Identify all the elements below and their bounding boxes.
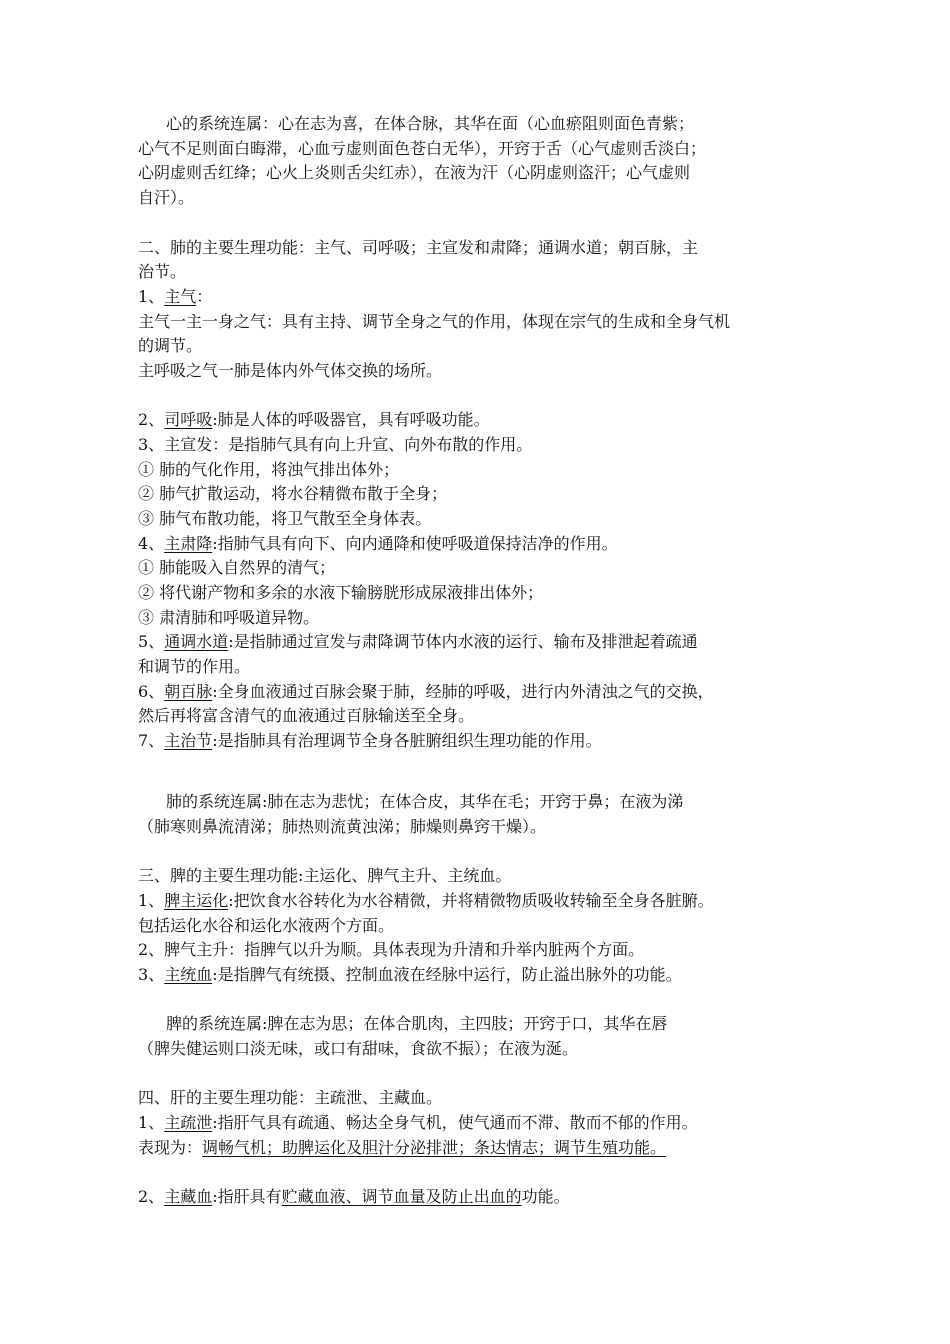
paragraph-line: 治节。	[138, 262, 187, 281]
item-term: 主治节	[164, 731, 213, 750]
list-item	[138, 1111, 828, 1136]
paragraph-line: 主气一主一身之气：具有主持、调节全身之气的作用，体现在宗气的生成和全身气机	[138, 312, 731, 331]
sub-item: ① 肺的气化作用，将浊气排出体外；	[138, 460, 400, 479]
sub-item: ② 将代谢产物和多余的水液下输膀胱形成尿液排出体外；	[138, 583, 544, 602]
paragraph-line: 主呼吸之气一肺是体内外气体交换的场所。	[138, 361, 443, 380]
item-text: :是指脾气有统摄、控制血液在经脉中运行，防止溢出脉外的功能。	[212, 965, 682, 984]
section-heading: 三、脾的主要生理功能:主运化、脾气主升、主统血。	[138, 866, 512, 885]
sub-item: ③ 肺气布散功能，将卫气散至全身体表。	[138, 509, 432, 528]
paragraph-line: 肺的系统连属:肺在志为悲忧；在体合皮，其华在毛；开窍于鼻；在液为涕	[166, 792, 684, 811]
item-text: :指肝具有	[212, 1187, 282, 1206]
sub-item: ② 肺气扩散运动，将水谷精微布散于全身；	[138, 484, 448, 503]
item-number: 2、	[138, 1187, 165, 1206]
list-item	[138, 1136, 828, 1161]
list-item	[138, 889, 828, 914]
item-term: 主统血	[164, 965, 213, 984]
paragraph-line: 心的系统连属：心在志为喜，在体合脉，其华在面（心血瘀阻则面色青紫；	[166, 114, 695, 133]
item-text: :肺是人体的呼吸器官，具有呼吸功能。	[212, 410, 490, 429]
item-text: :指肝气具有疏通、畅达全身气机，使气通而不滞、散而不郁的作用。	[212, 1113, 698, 1132]
list-item	[138, 433, 828, 458]
paragraph-line: 心气不足则面白晦滞，心血亏虚则面色苍白无华），开窍于舌（心气虚则舌淡白；	[138, 139, 707, 158]
item-term: 贮藏血液、调节血量及防止出血的	[281, 1187, 522, 1206]
item-number: 4、	[138, 534, 165, 553]
list-item: 2、脾气主升：指脾气以升为顺。具体表现为升清和升举内脏两个方面。	[138, 940, 645, 959]
item-term: 司呼吸	[164, 410, 213, 429]
item-term: 朝百脉	[164, 682, 213, 701]
item-number: 7、	[138, 731, 165, 750]
list-item	[138, 532, 828, 557]
paragraph-line: （肺寒则鼻流清涕；肺热则流黄浊涕；肺燥则鼻窍干燥）。	[138, 817, 547, 836]
item-number: 1、	[138, 891, 165, 910]
item-text: 功能。	[521, 1187, 570, 1206]
item-text: :指肺气具有向下、向内通降和使呼吸道保持洁净的作用。	[212, 534, 618, 553]
paragraph-line: 自汗）。	[138, 188, 195, 207]
list-item	[138, 680, 828, 705]
list-item	[138, 729, 828, 754]
list-item	[138, 1185, 828, 1210]
item-number: 5、	[138, 632, 165, 651]
item-text: ：	[196, 287, 213, 306]
item-number: 6、	[138, 682, 165, 701]
item-term: 脾主运化	[164, 891, 229, 910]
item-term: 主宣发	[164, 435, 213, 454]
item-text: :是指肺通过宣发与肃降调节体内水液的运行、输布及排泄起着疏通	[228, 632, 698, 651]
item-number: 3、	[138, 965, 165, 984]
paragraph-line: （脾失健运则口淡无味，或口有甜味，食欲不振）；在液为涎。	[138, 1039, 579, 1058]
list-item	[138, 630, 828, 655]
item-text: :把饮食水谷转化为水谷精微，并将精微物质吸收转输至全身各脏腑。	[228, 891, 714, 910]
list-item	[138, 963, 828, 988]
item-term: 主气	[164, 287, 197, 306]
paragraph-line: 然后再将富含清气的血液通过百脉输送至全身。	[138, 706, 475, 725]
item-number: 1、	[138, 287, 165, 306]
list-item	[138, 285, 828, 310]
paragraph-line: 包括运化水谷和运化水液两个方面。	[138, 916, 395, 935]
item-text: :全身血液通过百脉会聚于肺，经肺的呼吸，进行内外清浊之气的交换，	[212, 682, 714, 701]
item-text: ：是指肺气具有向上升宣、向外布散的作用。	[212, 435, 533, 454]
item-text: :是指肺具有治理调节全身各脏腑组织生理功能的作用。	[212, 731, 602, 750]
item-term: 通调水道	[164, 632, 229, 651]
section-heading: 四、肝的主要生理功能：主疏泄、主藏血。	[138, 1088, 443, 1107]
paragraph-line: 脾的系统连属:脾在志为思；在体合肌肉，主四肢；开窍于口，其华在唇	[166, 1014, 668, 1033]
item-term: 调畅气机；助脾运化及胆汁分泌排泄；条达情志；调节生殖功能。	[202, 1138, 667, 1157]
item-term: 主肃降	[164, 534, 213, 553]
item-term: 主藏血	[164, 1187, 213, 1206]
sub-item: ① 肺能吸入自然界的清气；	[138, 558, 336, 577]
paragraph-line: 心阴虚则舌红绛；心火上炎则舌尖红赤），在液为汗（心阴虚则盗汗；心气虚则	[138, 163, 691, 182]
item-lead: 表现为：	[138, 1138, 203, 1157]
item-number: 2、	[138, 410, 165, 429]
list-item	[138, 408, 828, 433]
sub-item: ③ 肃清肺和呼吸道异物。	[138, 608, 320, 627]
paragraph-line: 的调节。	[138, 336, 203, 355]
item-term: 主疏泄	[164, 1113, 213, 1132]
section-heading: 二、肺的主要生理功能：主气、司呼吸；主宣发和肃降；通调水道；朝百脉，主	[138, 238, 699, 257]
paragraph-line: 和调节的作用。	[138, 657, 251, 676]
item-number: 3、	[138, 435, 165, 454]
item-number: 1、	[138, 1113, 165, 1132]
